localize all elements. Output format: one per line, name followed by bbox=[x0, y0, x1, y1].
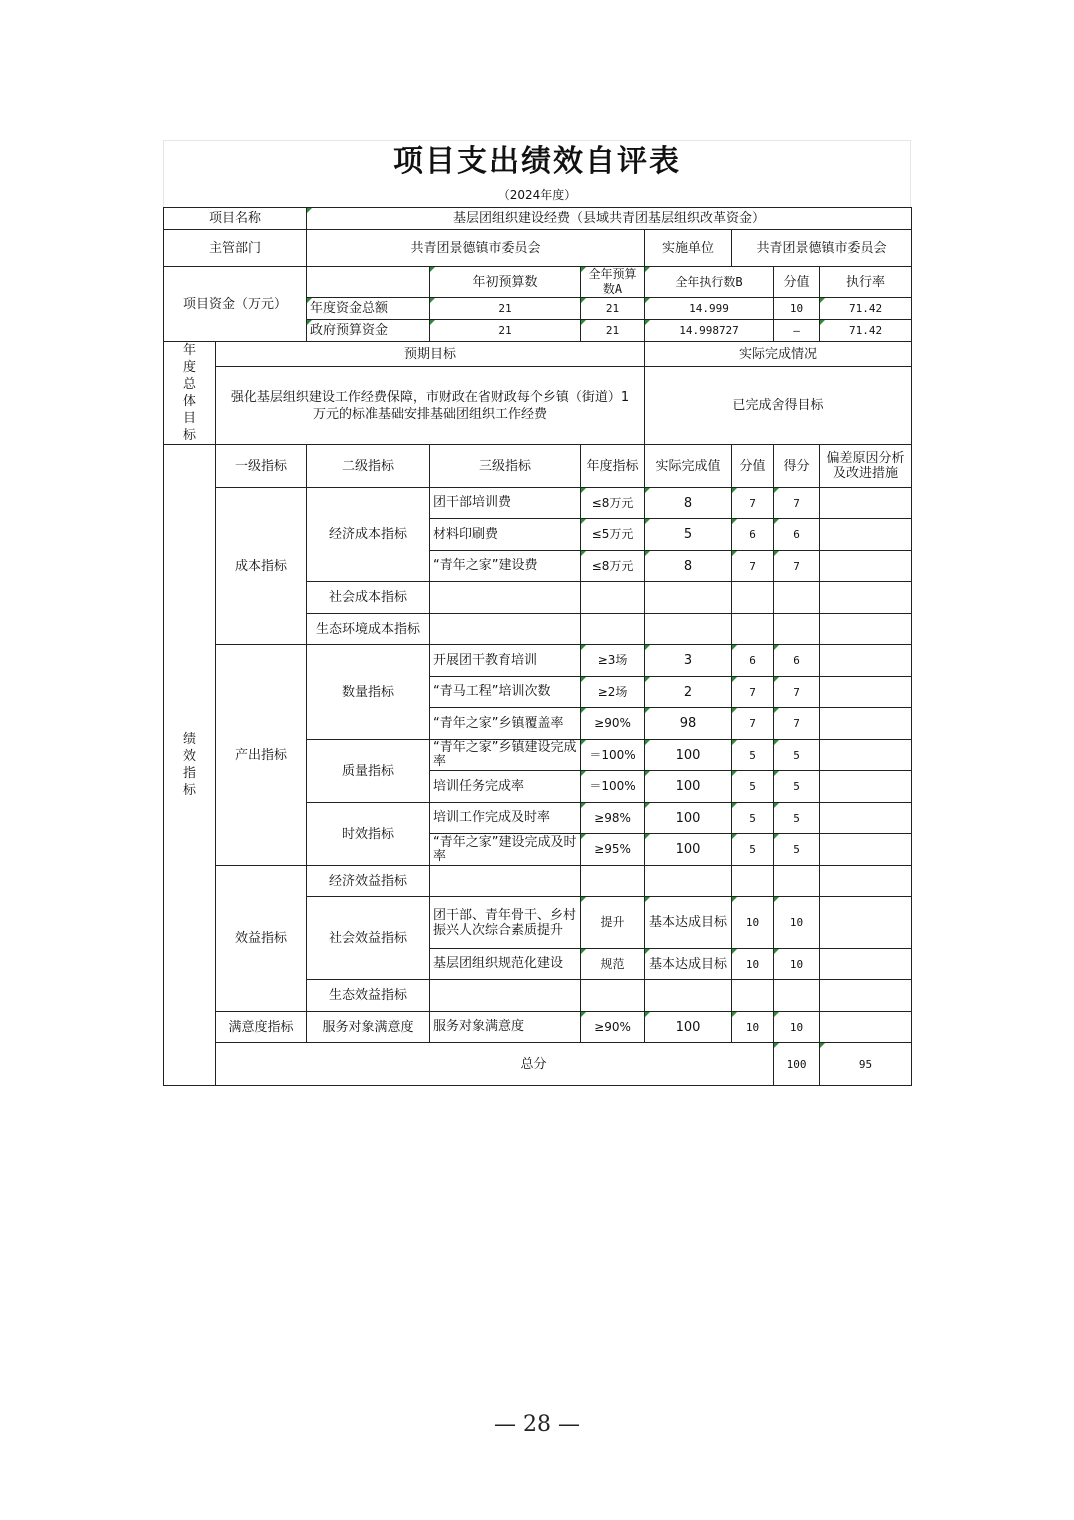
indicator-score: 7 bbox=[774, 488, 820, 519]
indicator-value: 7 bbox=[732, 677, 774, 708]
empty-cell bbox=[820, 582, 912, 614]
funds-row-rate: 71.42 bbox=[820, 320, 912, 342]
empty-cell bbox=[645, 980, 732, 1012]
empty-cell bbox=[774, 980, 820, 1012]
indicator-remark bbox=[820, 834, 912, 866]
indicator-target: ≥90% bbox=[581, 708, 645, 740]
level2-social-cost: 社会成本指标 bbox=[307, 582, 430, 614]
indicator-value: 10 bbox=[732, 897, 774, 949]
indicator-target: ≤8万元 bbox=[581, 551, 645, 582]
indicator-actual: 100 bbox=[645, 834, 732, 866]
indicator-remark bbox=[820, 740, 912, 771]
indicator-actual: 8 bbox=[645, 488, 732, 519]
funds-row-exec: 14.999 bbox=[645, 298, 774, 320]
indicator-value: 7 bbox=[732, 488, 774, 519]
empty-cell bbox=[430, 980, 581, 1012]
indicator-actual: 100 bbox=[645, 740, 732, 771]
indicator-value: 5 bbox=[732, 834, 774, 866]
indicator-name: 培训任务完成率 bbox=[430, 771, 581, 803]
funds-header-initial: 年初预算数 bbox=[430, 267, 581, 298]
form-title: 项目支出绩效自评表 bbox=[163, 140, 911, 183]
goal-actual-text: 已完成舍得目标 bbox=[645, 367, 912, 445]
level2-social-benefit: 社会效益指标 bbox=[307, 897, 430, 980]
indicator-target: ≤8万元 bbox=[581, 488, 645, 519]
funds-row-annual: 21 bbox=[581, 320, 645, 342]
indicator-header-level3: 三级指标 bbox=[430, 445, 581, 488]
dept-label: 主管部门 bbox=[164, 230, 307, 267]
indicator-score: 5 bbox=[774, 740, 820, 771]
goal-label bbox=[164, 342, 216, 445]
empty-cell bbox=[581, 980, 645, 1012]
indicator-score: 10 bbox=[774, 949, 820, 980]
project-name-value: 基层团组织建设经费（县域共青团基层组织改革资金） bbox=[307, 208, 912, 230]
empty-cell bbox=[732, 866, 774, 897]
indicator-score: 10 bbox=[774, 1012, 820, 1043]
indicator-score: 10 bbox=[774, 897, 820, 949]
indicator-actual: 3 bbox=[645, 645, 732, 677]
empty-cell bbox=[732, 980, 774, 1012]
empty-cell bbox=[430, 866, 581, 897]
indicator-header-level1: 一级指标 bbox=[216, 445, 307, 488]
empty-cell bbox=[645, 614, 732, 645]
indicator-header-target: 年度指标 bbox=[581, 445, 645, 488]
indicator-actual: 5 bbox=[645, 519, 732, 551]
indicator-remark bbox=[820, 645, 912, 677]
indicators-label-text: 绩效指标 bbox=[182, 732, 196, 798]
self-evaluation-form bbox=[163, 140, 911, 1086]
indicator-target: ≥98% bbox=[581, 803, 645, 834]
indicator-name: “青年之家”乡镇建设完成率 bbox=[430, 740, 581, 771]
indicator-remark bbox=[820, 771, 912, 803]
indicator-header-actual: 实际完成值 bbox=[645, 445, 732, 488]
funds-row-name: 年度资金总额 bbox=[307, 298, 430, 320]
indicator-name: “青马工程”培训次数 bbox=[430, 677, 581, 708]
indicator-name: 开展团干教育培训 bbox=[430, 645, 581, 677]
indicator-remark bbox=[820, 488, 912, 519]
indicator-target: 提升 bbox=[581, 897, 645, 949]
funds-row-initial: 21 bbox=[430, 298, 581, 320]
funds-row-score-value: — bbox=[774, 320, 820, 342]
total-label: 总分 bbox=[216, 1043, 774, 1086]
funds-header-annual: 全年预算数A bbox=[581, 267, 645, 298]
empty-cell bbox=[581, 866, 645, 897]
indicator-remark bbox=[820, 803, 912, 834]
level1-output: 产出指标 bbox=[216, 645, 307, 866]
indicator-score: 5 bbox=[774, 771, 820, 803]
level2-timeliness: 时效指标 bbox=[307, 803, 430, 866]
level1-cost: 成本指标 bbox=[216, 488, 307, 645]
indicator-name: 团干部、青年骨干、乡村振兴人次综合素质提升 bbox=[430, 897, 581, 949]
level2-service-satisfaction: 服务对象满意度 bbox=[307, 1012, 430, 1043]
indicator-score: 6 bbox=[774, 519, 820, 551]
level1-satisfaction: 满意度指标 bbox=[216, 1012, 307, 1043]
indicator-name: “青年之家”建设费 bbox=[430, 551, 581, 582]
indicator-name: 材料印刷费 bbox=[430, 519, 581, 551]
dept-value: 共青团景德镇市委员会 bbox=[307, 230, 645, 267]
indicator-value: 6 bbox=[732, 645, 774, 677]
indicator-score: 7 bbox=[774, 551, 820, 582]
indicator-value: 10 bbox=[732, 949, 774, 980]
funds-blank bbox=[307, 267, 430, 298]
indicator-target: ＝100% bbox=[581, 771, 645, 803]
indicator-remark bbox=[820, 949, 912, 980]
form-year: （2024年度） bbox=[163, 183, 911, 207]
indicator-remark bbox=[820, 677, 912, 708]
funds-row-score-value: 10 bbox=[774, 298, 820, 320]
total-score: 95 bbox=[820, 1043, 912, 1086]
level2-quantity: 数量指标 bbox=[307, 645, 430, 740]
funds-row-name: 政府预算资金 bbox=[307, 320, 430, 342]
goal-expected-text: 强化基层组织建设工作经费保障，市财政在省财政每个乡镇（街道）1万元的标准基础安排基础团组织工作经费 bbox=[216, 367, 645, 445]
empty-cell bbox=[581, 582, 645, 614]
indicator-name: “青年之家”乡镇覆盖率 bbox=[430, 708, 581, 740]
funds-label: 项目资金（万元） bbox=[164, 267, 307, 342]
funds-header-exec: 全年执行数B bbox=[645, 267, 774, 298]
indicator-target: ≤5万元 bbox=[581, 519, 645, 551]
level2-economic-benefit: 经济效益指标 bbox=[307, 866, 430, 897]
indicator-remark bbox=[820, 897, 912, 949]
empty-cell bbox=[820, 614, 912, 645]
evaluation-table bbox=[163, 207, 912, 1086]
indicator-target: ＝100% bbox=[581, 740, 645, 771]
indicator-actual: 100 bbox=[645, 771, 732, 803]
indicator-remark bbox=[820, 708, 912, 740]
indicator-score: 7 bbox=[774, 708, 820, 740]
funds-row-rate: 71.42 bbox=[820, 298, 912, 320]
empty-cell bbox=[645, 582, 732, 614]
indicator-target: ≥2场 bbox=[581, 677, 645, 708]
empty-cell bbox=[430, 614, 581, 645]
funds-row-exec: 14.998727 bbox=[645, 320, 774, 342]
project-name-label: 项目名称 bbox=[164, 208, 307, 230]
indicator-actual: 100 bbox=[645, 803, 732, 834]
empty-cell bbox=[774, 614, 820, 645]
indicator-value: 6 bbox=[732, 519, 774, 551]
impl-unit-label: 实施单位 bbox=[645, 230, 732, 267]
indicator-actual: 8 bbox=[645, 551, 732, 582]
empty-cell bbox=[820, 980, 912, 1012]
empty-cell bbox=[732, 582, 774, 614]
indicator-actual: 100 bbox=[645, 1012, 732, 1043]
funds-header-rate: 执行率 bbox=[820, 267, 912, 298]
indicator-actual: 基本达成目标 bbox=[645, 897, 732, 949]
indicator-name: “青年之家”建设完成及时率 bbox=[430, 834, 581, 866]
indicator-name: 培训工作完成及时率 bbox=[430, 803, 581, 834]
funds-row-initial: 21 bbox=[430, 320, 581, 342]
level1-benefit: 效益指标 bbox=[216, 866, 307, 1012]
funds-header-score-value: 分值 bbox=[774, 267, 820, 298]
empty-cell bbox=[581, 614, 645, 645]
indicator-value: 7 bbox=[732, 551, 774, 582]
empty-cell bbox=[820, 866, 912, 897]
indicator-remark bbox=[820, 1012, 912, 1043]
level2-eco-benefit: 生态效益指标 bbox=[307, 980, 430, 1012]
level2-economic-cost: 经济成本指标 bbox=[307, 488, 430, 582]
empty-cell bbox=[645, 866, 732, 897]
indicator-score: 7 bbox=[774, 677, 820, 708]
indicator-name: 服务对象满意度 bbox=[430, 1012, 581, 1043]
indicator-target: ≥90% bbox=[581, 1012, 645, 1043]
indicator-actual: 98 bbox=[645, 708, 732, 740]
level2-eco-env-cost: 生态环境成本指标 bbox=[307, 614, 430, 645]
indicator-name: 基层团组织规范化建设 bbox=[430, 949, 581, 980]
indicator-value: 10 bbox=[732, 1012, 774, 1043]
indicator-value: 7 bbox=[732, 708, 774, 740]
indicator-actual: 2 bbox=[645, 677, 732, 708]
indicator-target: ≥3场 bbox=[581, 645, 645, 677]
indicator-header-remark: 偏差原因分析及改进措施 bbox=[820, 445, 912, 488]
indicator-score: 6 bbox=[774, 645, 820, 677]
indicator-name: 团干部培训费 bbox=[430, 488, 581, 519]
indicator-header-score: 得分 bbox=[774, 445, 820, 488]
indicator-target: ≥95% bbox=[581, 834, 645, 866]
indicator-target: 规范 bbox=[581, 949, 645, 980]
indicator-value: 5 bbox=[732, 771, 774, 803]
goal-expected-label: 预期目标 bbox=[216, 342, 645, 367]
indicators-label bbox=[164, 445, 216, 1086]
empty-cell bbox=[430, 582, 581, 614]
empty-cell bbox=[774, 582, 820, 614]
goal-actual-label: 实际完成情况 bbox=[645, 342, 912, 367]
funds-row-annual: 21 bbox=[581, 298, 645, 320]
indicator-score: 5 bbox=[774, 834, 820, 866]
indicator-header-value: 分值 bbox=[732, 445, 774, 488]
indicator-remark bbox=[820, 551, 912, 582]
level2-quality: 质量指标 bbox=[307, 740, 430, 803]
empty-cell bbox=[774, 866, 820, 897]
indicator-value: 5 bbox=[732, 740, 774, 771]
goal-label-text: 年度总体目标 bbox=[182, 343, 196, 443]
indicator-score: 5 bbox=[774, 803, 820, 834]
indicator-remark bbox=[820, 519, 912, 551]
empty-cell bbox=[732, 614, 774, 645]
page-number: — 28 — bbox=[494, 1412, 580, 1437]
indicator-value: 5 bbox=[732, 803, 774, 834]
impl-unit-value: 共青团景德镇市委员会 bbox=[732, 230, 912, 267]
indicator-actual: 基本达成目标 bbox=[645, 949, 732, 980]
indicator-header-level2: 二级指标 bbox=[307, 445, 430, 488]
total-value: 100 bbox=[774, 1043, 820, 1086]
